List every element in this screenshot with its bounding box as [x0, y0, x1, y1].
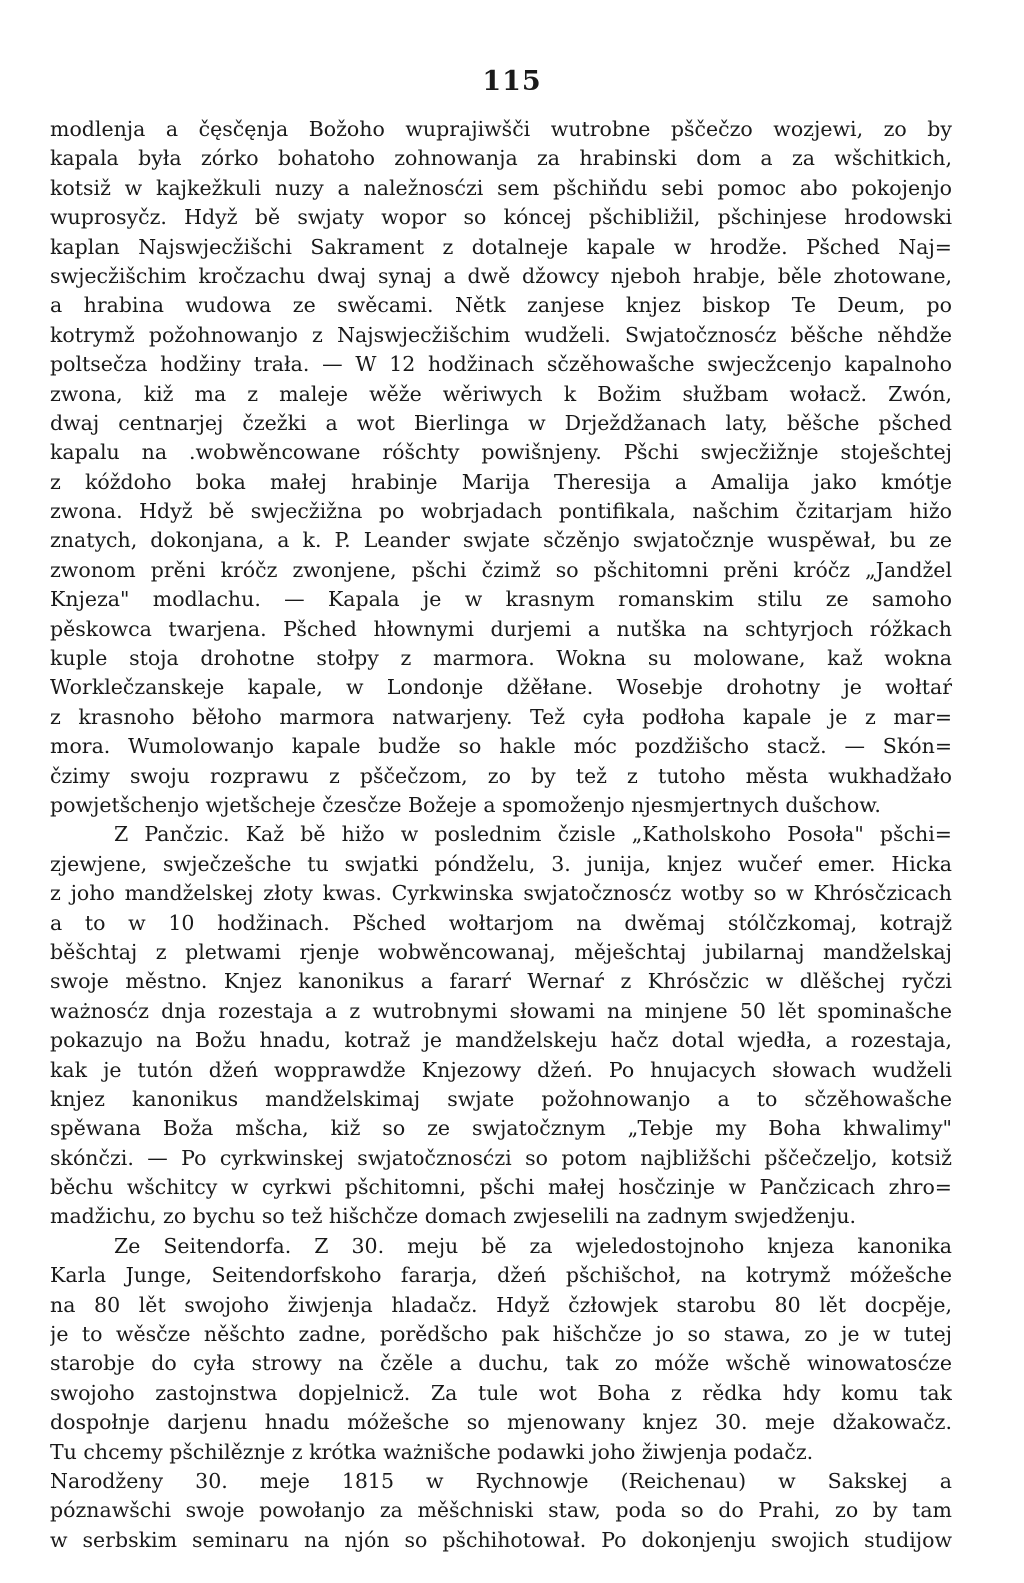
text-line: kapalu na .wobwěncowane róšchty powišnjeny. Pšchi swjecžižnje stoješchtej — [50, 440, 952, 465]
text-line: z joho mandželskej złoty kwas. Cyrkwinska swjatočznosćz wotby so w Khrósčzicach — [50, 881, 952, 906]
text-line: swojoho zastojnstwa dopjelnicž. Za tule wot Boha z rědka hdy komu tak — [50, 1380, 952, 1405]
text-body — [50, 115, 952, 1555]
text-line: mora. Wumolowanjo kapale budže so hakle móc pozdžišcho stacž. — Skón= — [50, 734, 952, 759]
text-line: swoje městno. Knjez kanonikus a fararŕ Wernaŕ z Khrósčzic w dlěšchej ryčzi — [50, 969, 952, 994]
text-line: čzimy swoju rozprawu z pščečzom, zo by tež z tutoho města wukhadžało — [50, 763, 952, 788]
text-line: kak je tutón džeń wopprawdže Knjezowy džeń. Po hnujacych słowach wudželi — [50, 1057, 952, 1082]
text-line: w serbskim seminaru na njón so pšchihotował. Po dokonjenju swojich studijow — [50, 1527, 952, 1552]
text-line: ważnosćz dnja rozestaja a z wutrobnymi słowami na minjene 50 lět spominašche — [50, 998, 952, 1023]
text-line: modlenja a čęsčęnja Božoho wuprajiwšči wutrobne pščečzo wozjewi, zo by — [50, 117, 952, 141]
text-line: je to wěsčze něšchto zadne, porědšcho pak hišchčze jo so stawa, zo je w tutej — [50, 1322, 952, 1347]
text-line: znatych, dokonjana, a k. P. Leander swjate sčzěnjo swjatočznje wuspěwał, bu ze — [50, 528, 952, 553]
text-line: spěwana Boža mšcha, kiž so ze swjatočznym „Tebje my Boha khwalimy" — [50, 1116, 952, 1141]
text-line: běšchtaj z pletwami rjenje wobwěncowanaj, měješchtaj jubilarnaj mandželskaj — [50, 939, 952, 964]
text-line: póznawšchi swoje powołanjo za měšchniski staw, poda so do Prahi, zo by tam — [50, 1498, 952, 1523]
text-line: wuprosyčz. Hdyž bě swjaty wopor so kóncej pšchibližil, pšchinjese hrodowski — [50, 205, 952, 230]
text-line: na 80 lět swojoho žiwjenja hladačz. Hdyž čzłowjek starobu 80 lět docpěje, — [50, 1292, 952, 1317]
text-line: madžichu, zo bychu so tež hišchčze domach zwjeselili na zadnym swjedženju. — [50, 1204, 857, 1229]
text-line: a hrabina wudowa ze swěcami. Nětk zanjese knjez biskop Te Deum, po — [50, 293, 952, 318]
text-line: Tu chcemy pšchilěznje z krótka ważnišche podawki joho žiwjenja podačz. — [50, 1439, 814, 1464]
text-line: Narodženy 30. meje 1815 w Rychnowje (Reichenau) w Sakskej a — [50, 1468, 952, 1493]
text-line: běchu wšchitcy w cyrkwi pšchitomni, pšchi małej hosčzinje w Pančzicach zhro= — [50, 1175, 952, 1200]
text-line: skónčzi. — Po cyrkwinskej swjatočznosćzi so potom najbližšchi pščečzeljo, kotsiž — [50, 1145, 952, 1170]
text-line: Z Pančzic. Kaž bě hižo w poslednim čzisle „Katholskoho Posoła" pšchi= — [114, 822, 952, 847]
text-line: zwona. Hdyž bě swjecžižna po wobrjadach pontifikala, našchim čzitarjam hižo — [50, 499, 952, 524]
text-line: zjewjene, swječzešche tu swjatki póndželu, 3. junija, knjez wučeŕ emer. Hicka — [50, 851, 952, 876]
text-line: kotsiž w kajkežkuli nuzy a naležnosćzi sem pšchiňdu sebi pomoc abo pokojenjo — [50, 175, 952, 200]
text-line: kaplan Najswjecžišchi Sakrament z dotalneje kapale w hrodže. Pšched Naj= — [50, 234, 952, 259]
page-number: 115 — [482, 66, 542, 97]
text-line: pěskowca twarjena. Pšched hłownymi durjemi a nutška na schtyrjoch róžkach — [50, 616, 952, 641]
text-line: Knjeza" modlachu. — Kapala je w krasnym romanskim stilu ze samoho — [50, 587, 952, 612]
text-line: poltsečza hodžiny trała. — W 12 hodžinach sčzěhowašche swjecžcenjo kapalnoho — [50, 352, 952, 377]
text-line: z krasnoho běłoho marmora natwarjeny. Tež cyła podłoha kapale je z mar= — [50, 704, 952, 729]
text-line: kapala była zórko bohatoho zohnowanja za hrabinski dom a za wšchitkich, — [50, 146, 952, 171]
text-line: Ze Seitendorfa. Z 30. meju bě za wjeledostojnoho knjeza kanonika — [114, 1233, 952, 1258]
text-line: dospołnje darjenu hnadu móžešche so mjenowany knjez 30. meje džakowačz. — [50, 1410, 952, 1435]
text-line: z kóždoho boka małej hrabinje Marija Theresija a Amalija jako kmótje — [50, 469, 952, 494]
text-line: zwonom prěni króčz zwonjene, pšchi čzimž so pšchitomni prěni króčz „Jandžel — [50, 557, 952, 582]
text-line: kuple stoja drohotne stołpy z marmora. Wokna su molowane, kaž wokna — [50, 646, 952, 671]
text-line: starobje do cyła strowy na čzěle a duchu, tak zo móže wšchě winowatosćze — [50, 1351, 952, 1376]
text-line: pokazujo na Božu hnadu, kotraž je mandželskeju hačz dotal wjedła, a rozestaja, — [50, 1028, 952, 1053]
text-line: Karla Junge, Seitendorfskoho fararja, džeń pšchišchoł, na kotrymž móžešche — [50, 1263, 952, 1288]
text-line: dwaj centnarjej čzežki a wot Bierlinga w Drježdžanach laty, běšche pšched — [50, 410, 952, 435]
text-line: zwona, kiž ma z maleje wěže wěriwych k Božim słužbam wołacž. Zwón, — [50, 381, 952, 406]
text-line: swjecžišchim kročzachu dwaj synaj a dwě džowcy njeboh hrabje, běle zhotowane, — [50, 263, 952, 288]
text-line: powjetšchenjo wjetšcheje čzesčze Božeje a spomoženjo njesmjertnych dušchow. — [50, 792, 881, 817]
text-line: knjez kanonikus mandželskimaj swjate požohnowanjo a to sčzěhowašche — [50, 1086, 952, 1111]
text-line: kotrymž požohnowanjo z Najswjecžišchim wudželi. Swjatočznosćz běšche něhdže — [50, 322, 952, 347]
text-line: Worklečzanskeje kapale, w Londonje džěłane. Wosebje drohotny je wołtaŕ — [50, 675, 952, 700]
text-line: a to w 10 hodžinach. Pšched wołtarjom na dwěmaj stólčzkomaj, kotrajž — [50, 910, 952, 935]
